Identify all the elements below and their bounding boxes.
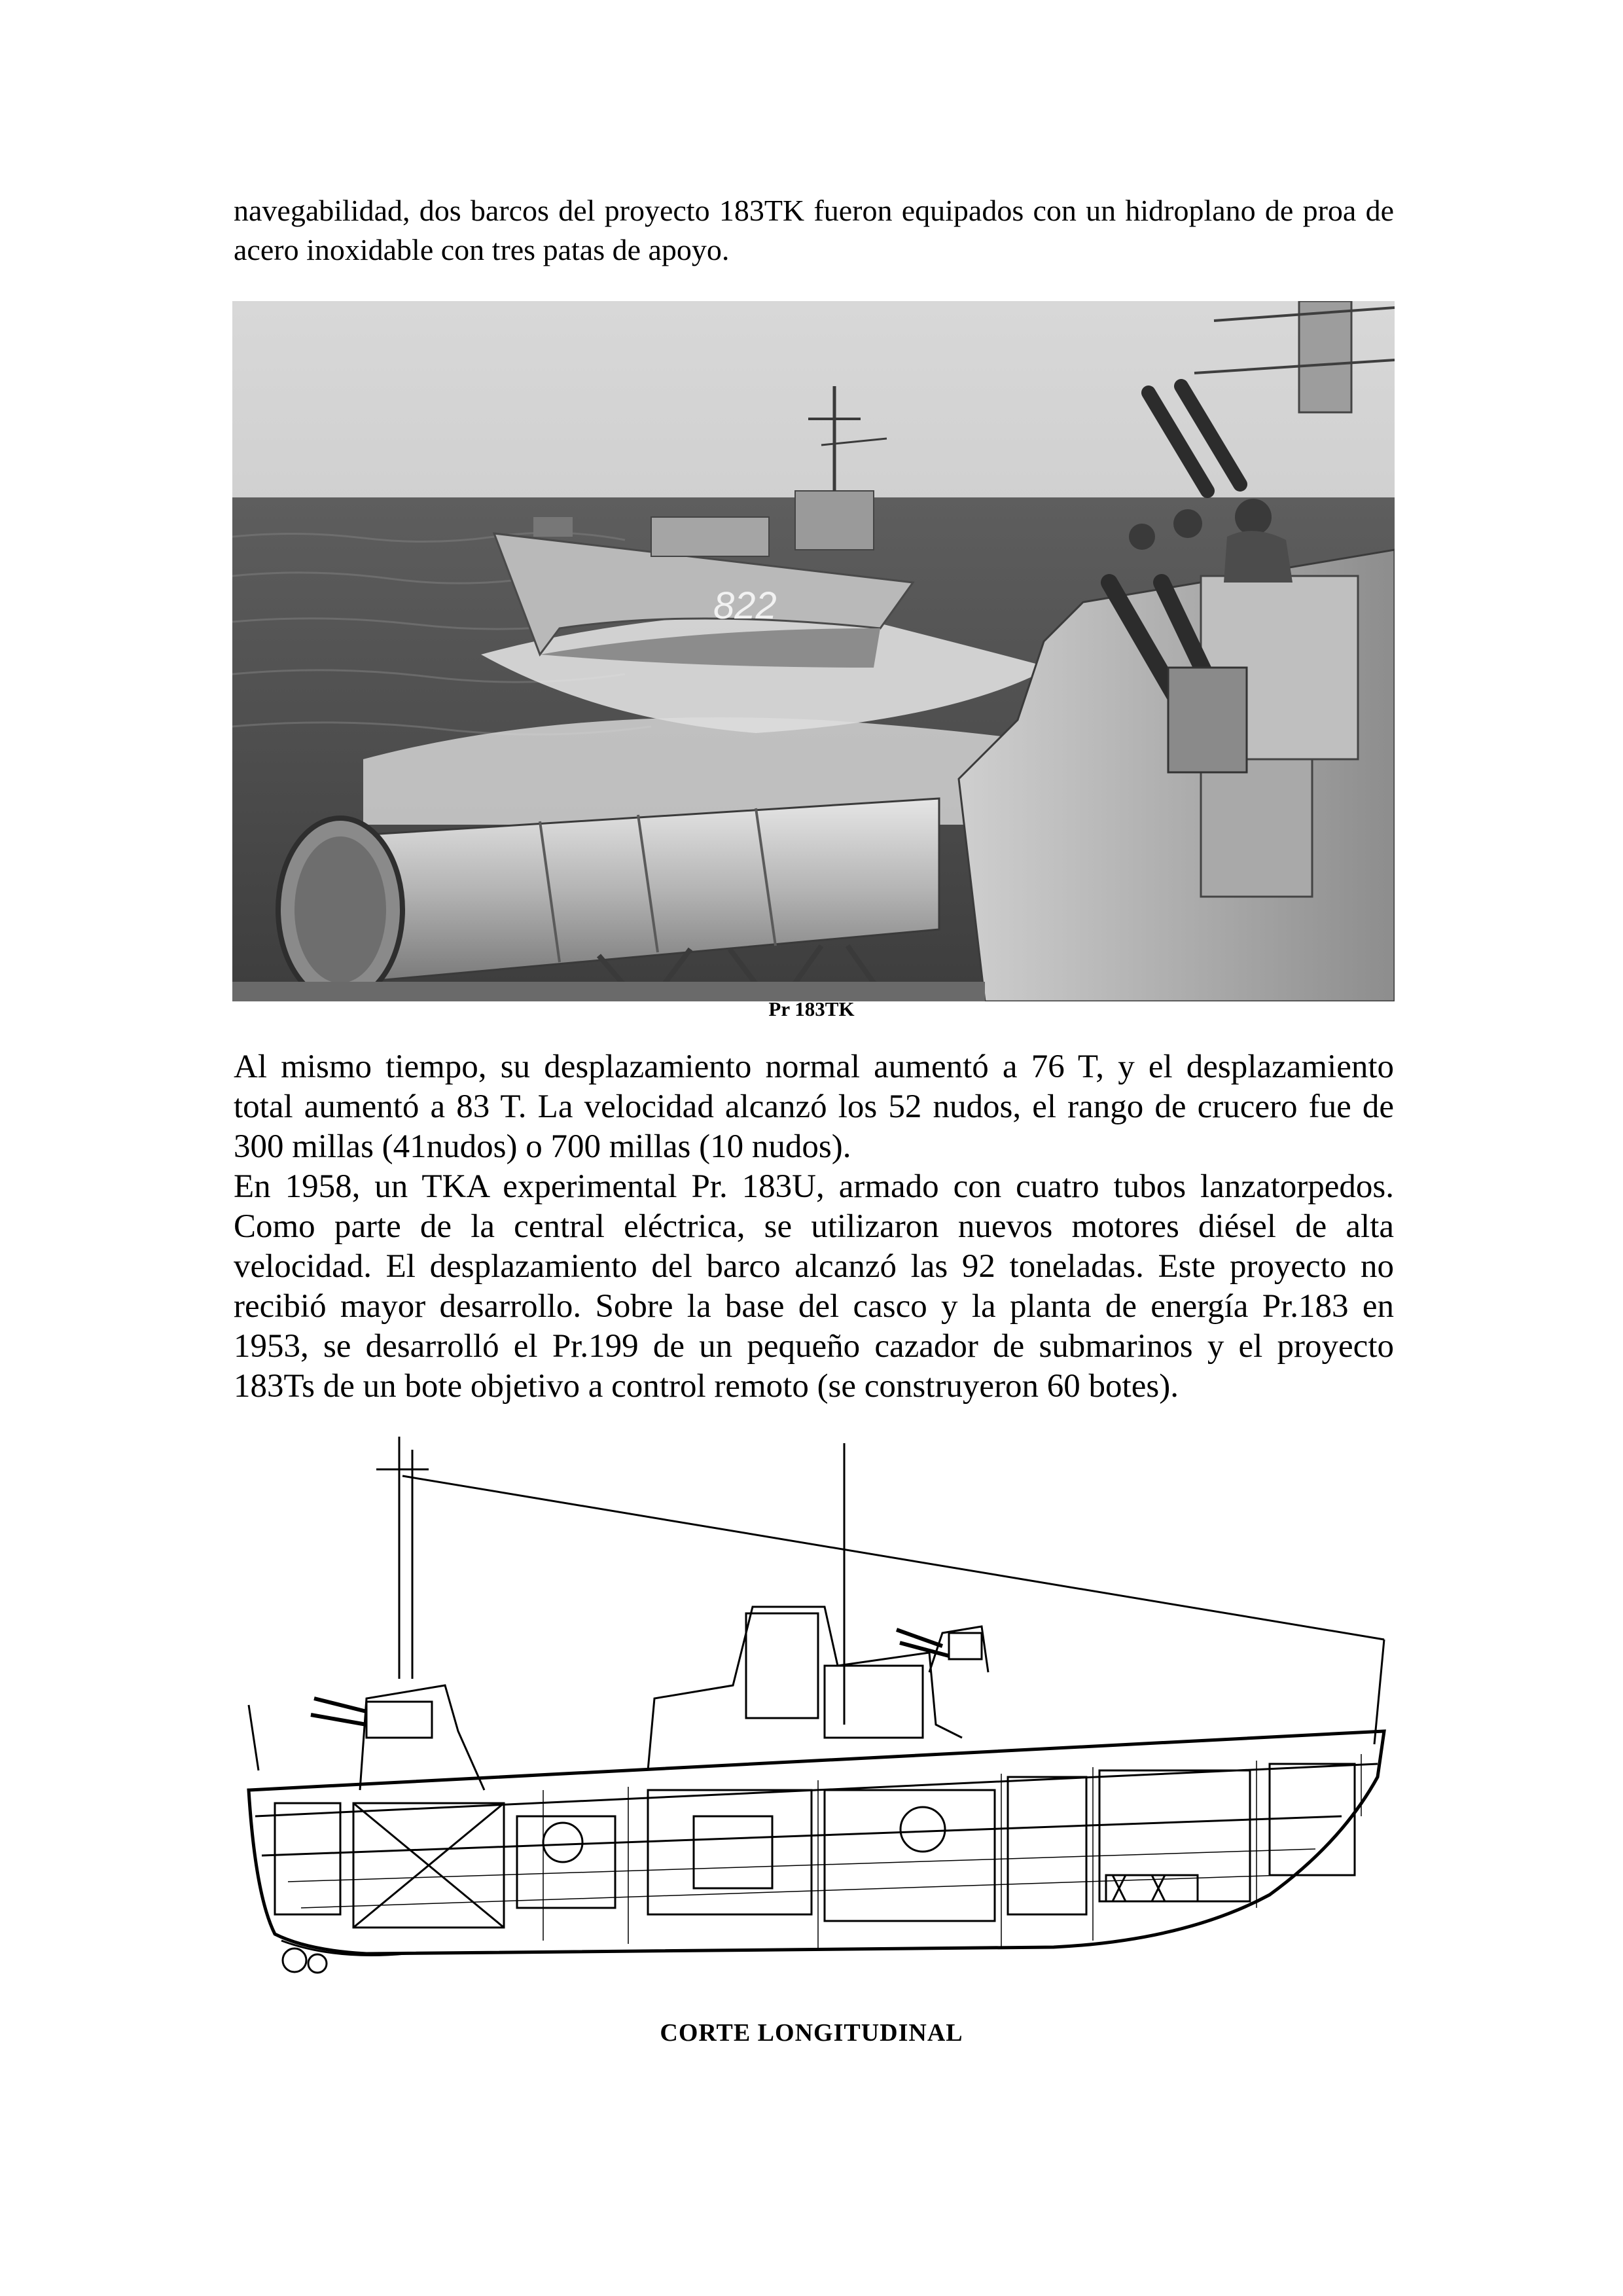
- torpedo-boat-photo: [232, 301, 1395, 1001]
- intro-paragraph: navegabilidad, dos barcos del proyecto 183TK fueron equipados con un hidroplano de proa de acero inoxidable con tres patas de apoyo.: [234, 194, 1394, 266]
- body-paragraph-1: Al mismo tiempo, su desplazamiento normal aumentó a 76 T, y el desplazamiento total aumentó a 83 T. La velocidad alcanzó los 52 nudos, el rango de crucero fue de 300 millas (41nudos) o 700 millas (10 nudos).: [234, 1049, 1394, 1165]
- drawing-caption: CORTE LONGITUDINAL: [660, 2019, 963, 2047]
- hull-number: 822: [713, 584, 777, 627]
- body-paragraph-2: En 1958, un TKA experimental Pr. 183U, armado con cuatro tubos lanzatorpedos. Como parte de la central eléctrica, se utilizaron nuevos motores diésel de alta velocidad. El desplazamiento del barco alcanzó las 92 toneladas. Este proyecto no recibió mayor desarrollo. Sobre la base del casco y la planta de energía Pr.183 en 1953, se desarrolló el Pr.199 de un pequeño cazador de submarinos y el proyecto 183Ts de un bote objetivo a control remoto (se construyeron 60 botes).: [234, 1168, 1394, 1405]
- photo-caption: Pr 183TK: [768, 997, 855, 1020]
- longitudinal-section-drawing: [236, 1424, 1400, 1993]
